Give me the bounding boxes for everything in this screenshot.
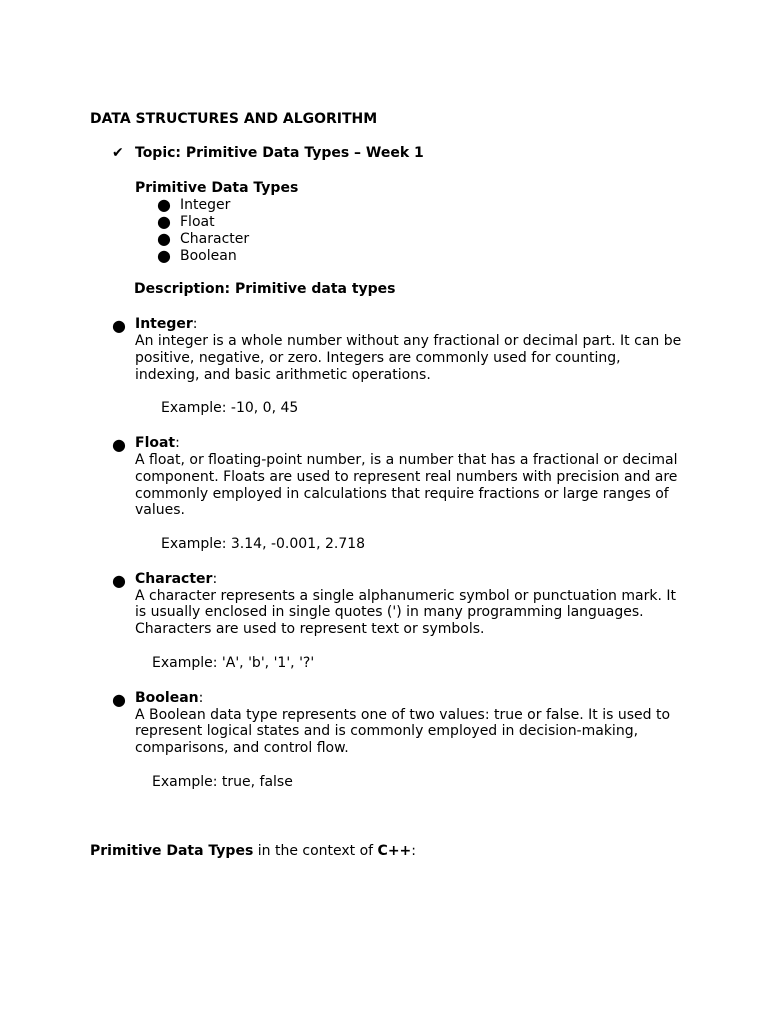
description-line: values. (135, 502, 185, 518)
section-intro-bold-end: C++ (377, 843, 412, 859)
types-list-item: Float (180, 214, 215, 230)
description-line: comparisons, and control flow. (135, 740, 349, 756)
description-line: is usually enclosed in single quotes (') in many programming languages. (135, 604, 644, 620)
section-intro-end: : (411, 843, 417, 859)
document-title: DATA STRUCTURES AND ALGORITHM (90, 111, 378, 127)
topic-heading: Topic: Primitive Data Types – Week 1 (135, 145, 424, 161)
description-line: Characters are used to represent text or symbols. (135, 621, 485, 637)
term-colon: : (192, 316, 198, 332)
bullet-icon: ● (157, 229, 171, 248)
description-line: component. Floats are used to represent real numbers with precision and are (135, 469, 678, 485)
description-heading: Description: Primitive data types (134, 281, 396, 297)
description-line: An integer is a whole number without any fractional or decimal part. It can be (135, 333, 682, 349)
description-example: Example: 'A', 'b', '1', '?' (152, 655, 315, 671)
description-term (135, 435, 180, 452)
description-term (135, 316, 198, 333)
term-colon: : (212, 571, 218, 587)
description-line: represent logical states and is commonly employed in decision-making, (135, 723, 639, 739)
term-name: Integer (135, 316, 193, 332)
types-list-heading: Primitive Data Types (135, 180, 299, 196)
types-list-item: Character (180, 231, 250, 247)
term-name: Character (135, 571, 213, 587)
bullet-icon: ● (157, 212, 171, 231)
term-name: Boolean (135, 690, 199, 706)
bullet-icon: ● (112, 690, 126, 709)
bullet-icon: ● (112, 316, 126, 335)
bullet-icon: ● (112, 435, 126, 454)
description-example: Example: 3.14, -0.001, 2.718 (161, 536, 366, 552)
types-list-item: Boolean (180, 248, 237, 264)
description-line: positive, negative, or zero. Integers are commonly used for counting, (135, 350, 621, 366)
bullet-icon: ● (112, 571, 126, 590)
term-name: Float (135, 435, 176, 451)
term-colon: : (198, 690, 204, 706)
description-line: A float, or floating-point number, is a number that has a fractional or decimal (135, 452, 678, 468)
term-colon: : (175, 435, 180, 451)
bullet-icon: ● (157, 195, 171, 214)
description-example: Example: -10, 0, 45 (161, 400, 299, 416)
types-list-item: Integer (180, 197, 231, 213)
description-example: Example: true, false (152, 774, 293, 790)
bullet-icon: ● (157, 246, 171, 265)
section-intro-bold-start: Primitive Data Types (90, 843, 254, 859)
section-intro-middle: in the context of (253, 843, 378, 859)
description-term (135, 571, 217, 588)
description-line: A Boolean data type represents one of two values: true or false. It is used to (135, 707, 671, 723)
description-line: A character represents a single alphanumeric symbol or punctuation mark. It (135, 588, 676, 604)
description-term (135, 690, 203, 707)
section-intro-line (90, 843, 416, 860)
description-line: indexing, and basic arithmetic operations. (135, 367, 431, 383)
checkmark-icon: ✔ (112, 145, 124, 161)
description-line: commonly employed in calculations that require fractions or large ranges of (135, 486, 669, 502)
